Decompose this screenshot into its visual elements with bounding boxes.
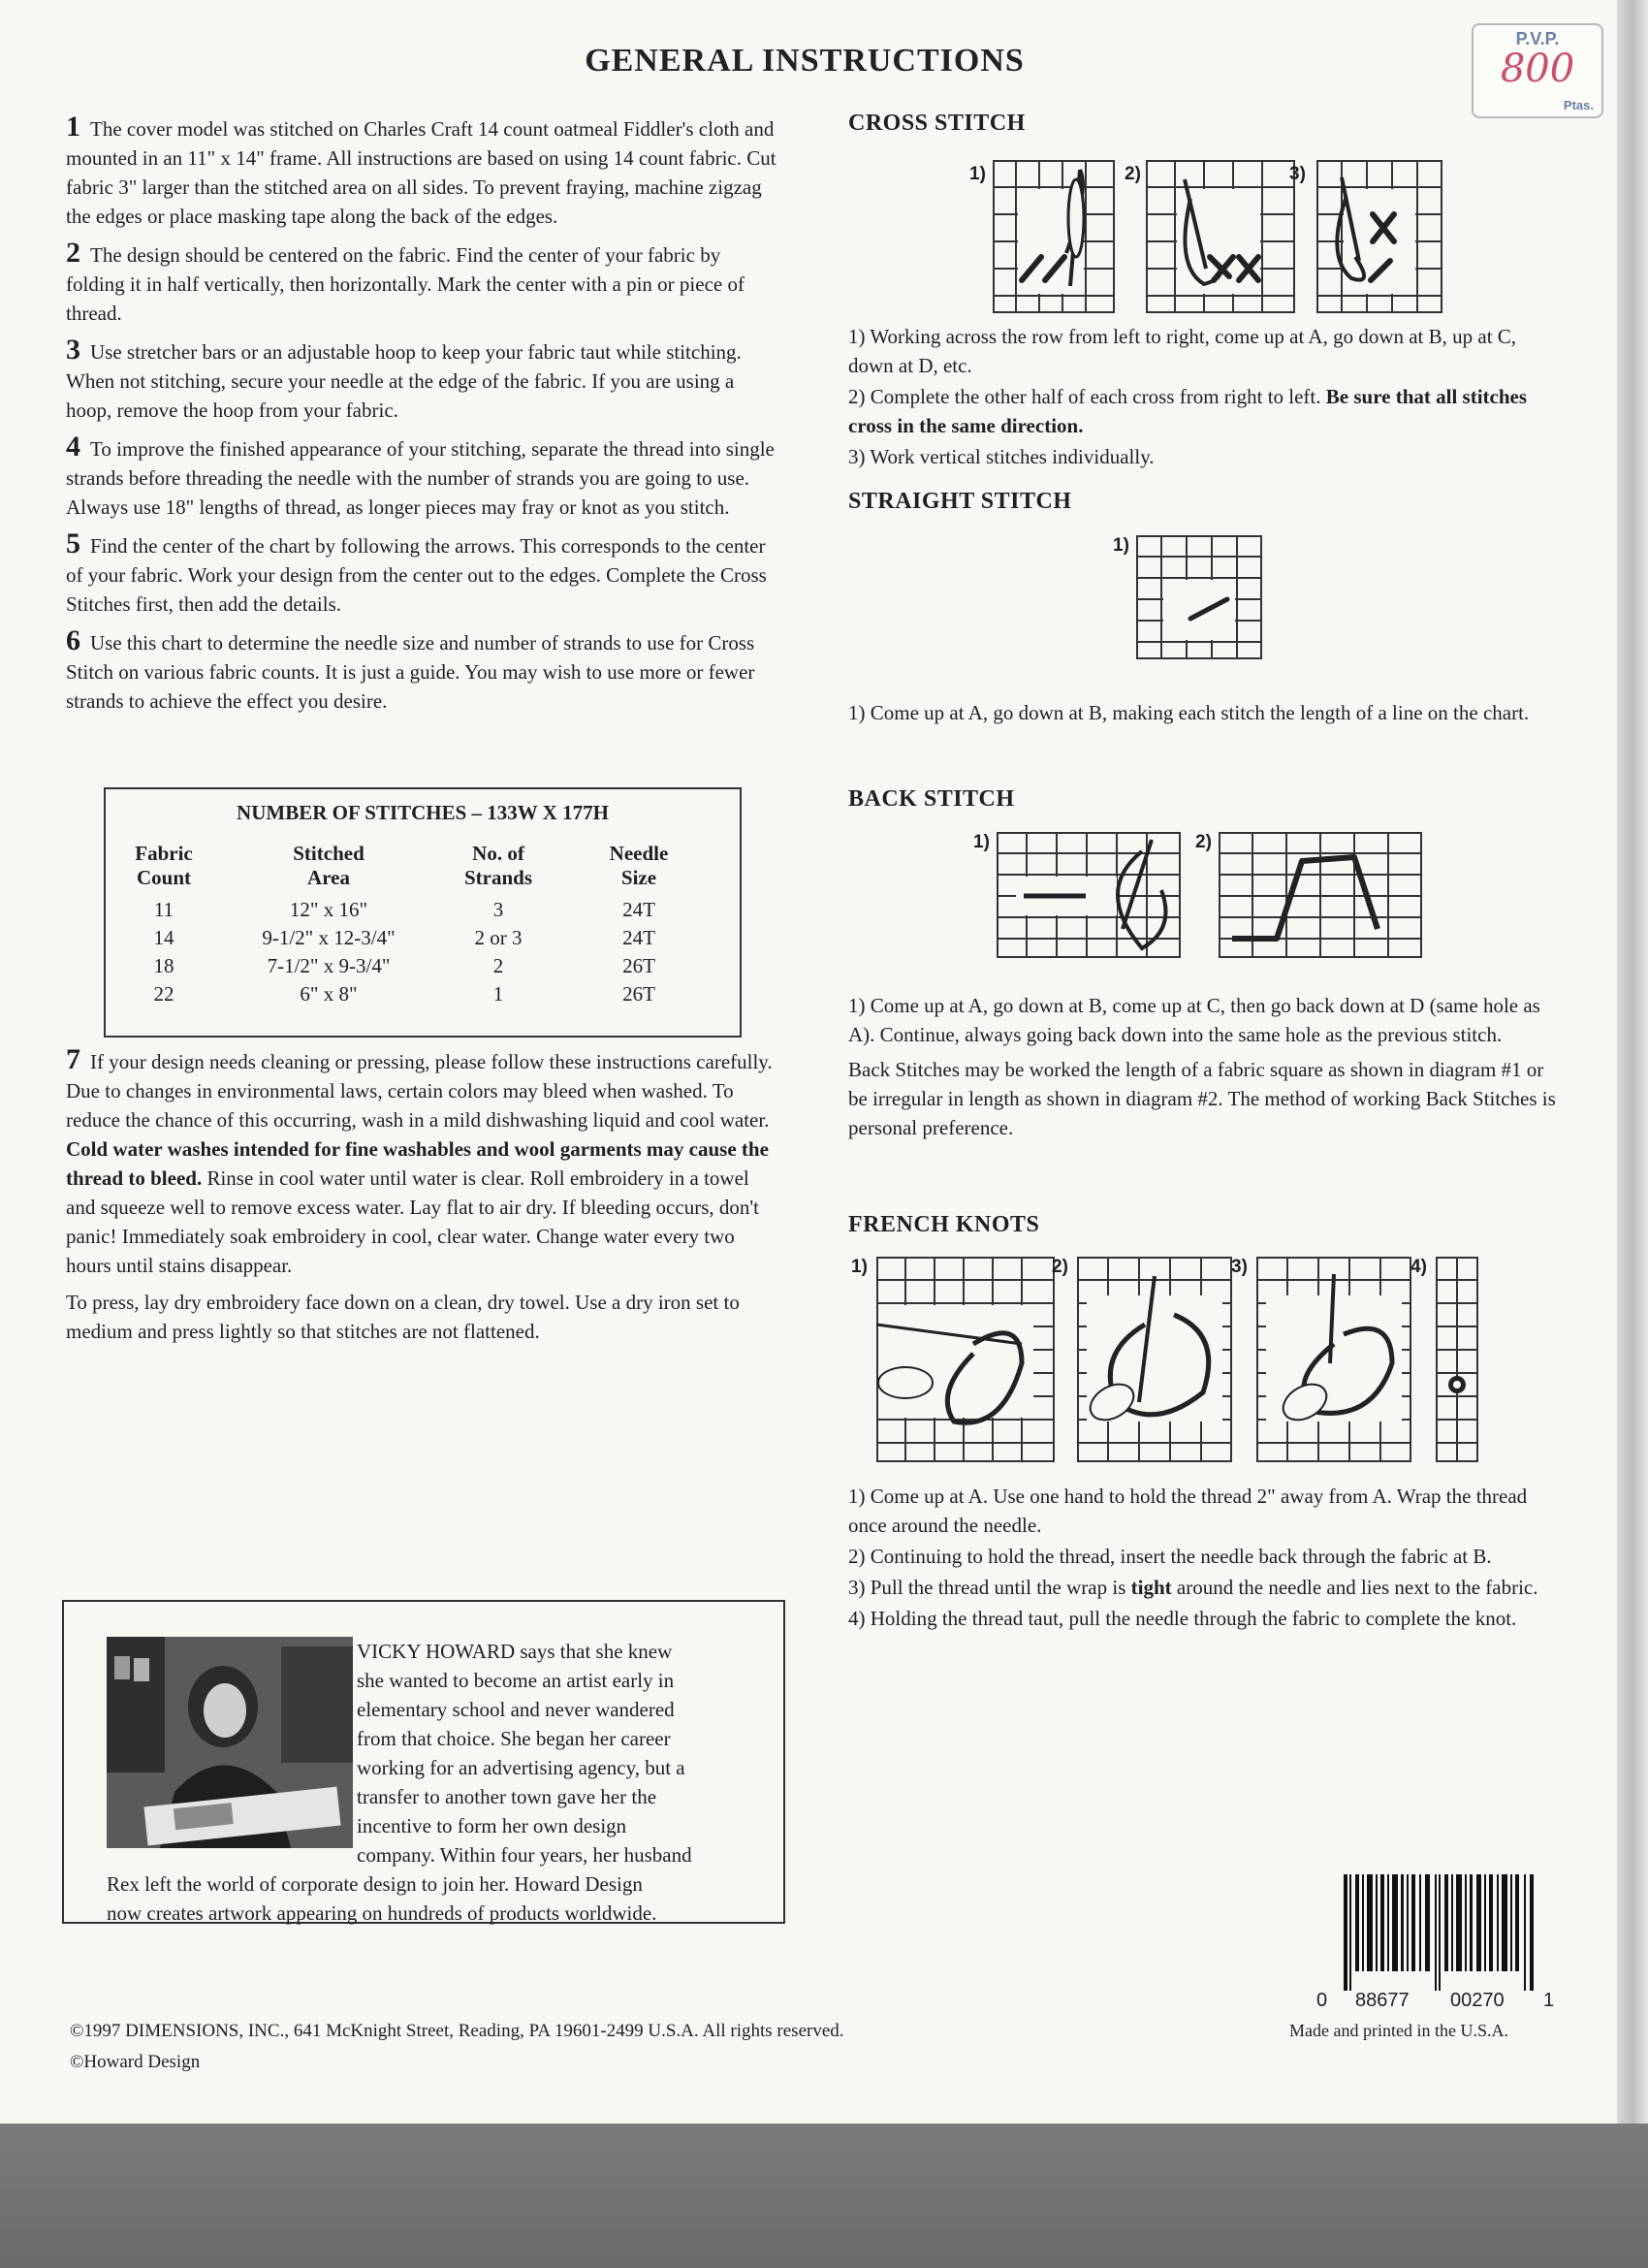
instruction-item: 6 Use this chart to determine the needle size and number of strands to use for Cross Stitch on various fabric counts. It is just a guide. You may wish to use more or fewer strands to achieve the effect you desire. — [66, 624, 755, 713]
barcode-digits-2: 00270 — [1450, 1990, 1505, 2011]
table-title: NUMBER OF STITCHES – 133W X 177H — [237, 801, 609, 824]
instruction-item: 3 Use stretcher bars or an adjustable hoop to keep your fabric taut while stitching. When not stitching, secure your needle at the edge of the fabric. If you are using a hoop, remove the hoop from your fabric. — [66, 334, 742, 422]
table-header: Fabric Count — [135, 842, 193, 889]
barcode-digit-right: 1 — [1543, 1990, 1555, 2011]
table-cell: 2 or 3 — [474, 926, 523, 949]
table-cell: 2 — [492, 954, 504, 977]
instructions-care — [66, 1045, 783, 1354]
heading-french-knots: FRENCH KNOTS — [848, 1212, 1040, 1237]
table-cell: 22 — [153, 982, 174, 1006]
price-label: P.V.P. — [1515, 29, 1560, 48]
table-cell: 24T — [622, 926, 655, 949]
scan-background — [0, 2124, 1648, 2268]
table-cell: 1 — [492, 982, 504, 1006]
price-amount: 800 — [1500, 47, 1575, 91]
table-cell: 9-1/2" x 12-3/4" — [262, 926, 396, 949]
table-cell: 14 — [153, 926, 174, 949]
page-edge — [1617, 0, 1648, 2124]
pressing-note: To press, lay dry embroidery face down on a clean, dry towel. Use a dry iron set to medium and press lightly so that stitches are not flattened. — [66, 1291, 740, 1343]
price-sticker — [1472, 23, 1603, 118]
bio-text-full: Rex left the world of corporate design to join her. Howard Design now creates artwork appearing on hundreds of products worldwide. — [107, 1872, 657, 1925]
instruction-item: 7 If your design needs cleaning or pressing, please follow these instructions carefully. Due to changes in environmental laws, certain colors may bleed when washed. To reduce the chance of this occurring, wash in a mild dishwashing liquid and cool water. Cold water washes intended for fine washables and wool garments may cause the thread to bleed. Rinse in cool water until water is clear. Roll embroidery in a towel and squeeze well to remove excess water. Lay flat to air dry. If bleeding occurs, don't panic! Immediately soak embroidery in cool, clear water. Change water every two hours until stains disappear. — [66, 1043, 773, 1277]
instruction-item: 2 The design should be centered on the fabric. Find the center of your fabric by folding it in half vertically, then horizontally. Mark the center with a pin or piece of thread. — [66, 237, 745, 325]
cross-stitch-instructions: 1) Working across the row from left to right, come up at A, go down at B, up at C, down at D, etc. 2) Complete the other half of each cross from right to left. Be sure that all stitches cross in the same direction. 3) Work vertical stitches individually. — [848, 325, 1528, 468]
table-cell: 26T — [622, 982, 655, 1006]
barcode — [1344, 1874, 1537, 1991]
table-header: No. of Strands — [463, 842, 533, 889]
instruction-item: 5 Find the center of the chart by following the arrows. This corresponds to the center of your fabric. Work your design from the center out to the edges. Complete the Cross Stitches first, then add the details. — [66, 527, 767, 616]
copyright-dimensions: ©1997 DIMENSIONS, INC., 641 McKnight Street, Reading, PA 19601-2499 U.S.A. All rights reserved. — [70, 2021, 844, 2041]
heading-back-stitch: BACK STITCH — [848, 786, 1015, 812]
table-cell: 3 — [492, 898, 504, 921]
table-cell: 7-1/2" x 9-3/4" — [267, 954, 391, 977]
stitch-count-table — [104, 787, 742, 1038]
heading-cross-stitch: CROSS STITCH — [848, 111, 1026, 136]
table-cell: 6" x 8" — [300, 982, 358, 1006]
back-stitch-instructions: 1) Come up at A, go down at B, come up at C, then go back down at D (same hole as A). Continue, always going back down into the same hole as the previous stitch. Back Stitches may be worked the length of a fabric square as shown in diagram #1 or be irregular in length as shown in diagram #2. The method of working Back Stitches is personal preference. — [848, 994, 1556, 1139]
table-cell: 18 — [153, 954, 174, 977]
instructions-left — [66, 112, 783, 723]
designer-photo — [107, 1637, 353, 1848]
instruction-item: 4 To improve the finished appearance of your stitching, separate the thread into single strands before threading the needle with the number of strands you are going to use. Always use 18" lengths of thread, as longer pieces may fray or knot as you stitch. — [66, 431, 775, 519]
page-title: GENERAL INSTRUCTIONS — [585, 43, 1025, 79]
made-in-label: Made and printed in the U.S.A. — [1289, 2021, 1508, 2040]
table-header: Stitched Area — [293, 842, 364, 889]
table-cell: 12" x 16" — [289, 898, 368, 921]
bio-text-beside: VICKY HOWARD says that she knew she wanted to become an artist early in elementary school and never wandered from that choice. She began her career working for an advertising agency, but a transfer to another town gave her the incentive to form her own design company. Within four years, her husband — [357, 1640, 692, 1867]
straight-stitch-instructions: 1) Come up at A, go down at B, making each stitch the length of a line on the chart. — [848, 701, 1530, 724]
heading-straight-stitch: STRAIGHT STITCH — [848, 489, 1072, 514]
table-cell: 26T — [622, 954, 655, 977]
price-currency: Ptas. — [1563, 98, 1594, 112]
table-header: Needle Size — [609, 842, 669, 889]
french-knot-instructions: 1) Come up at A. Use one hand to hold the thread 2" away from A. Wrap the thread once around the needle. 2) Continuing to hold the thread, insert the needle back through the fabric at B. 3) Pull the thread until the wrap is tight around the needle and lies next to the fabric. 4) Holding the thread taut, pull the needle through the fabric to complete the knot. — [848, 1485, 1538, 1630]
table-cell: 24T — [622, 898, 655, 921]
copyright-howard: ©Howard Design — [70, 2052, 201, 2072]
table-cell: 11 — [153, 898, 174, 921]
instruction-item: 1 The cover model was stitched on Charles Craft 14 count oatmeal Fiddler's cloth and mounted in an 11" x 14" frame. All instructions are based on using 14 count fabric. Cut fabric 3" larger than the stitched area on all sides. To prevent fraying, machine zigzag the edges or place masking tape along the back of the edges. — [66, 111, 776, 228]
barcode-digits-1: 88677 — [1355, 1990, 1410, 2011]
barcode-digit-left: 0 — [1316, 1990, 1328, 2011]
